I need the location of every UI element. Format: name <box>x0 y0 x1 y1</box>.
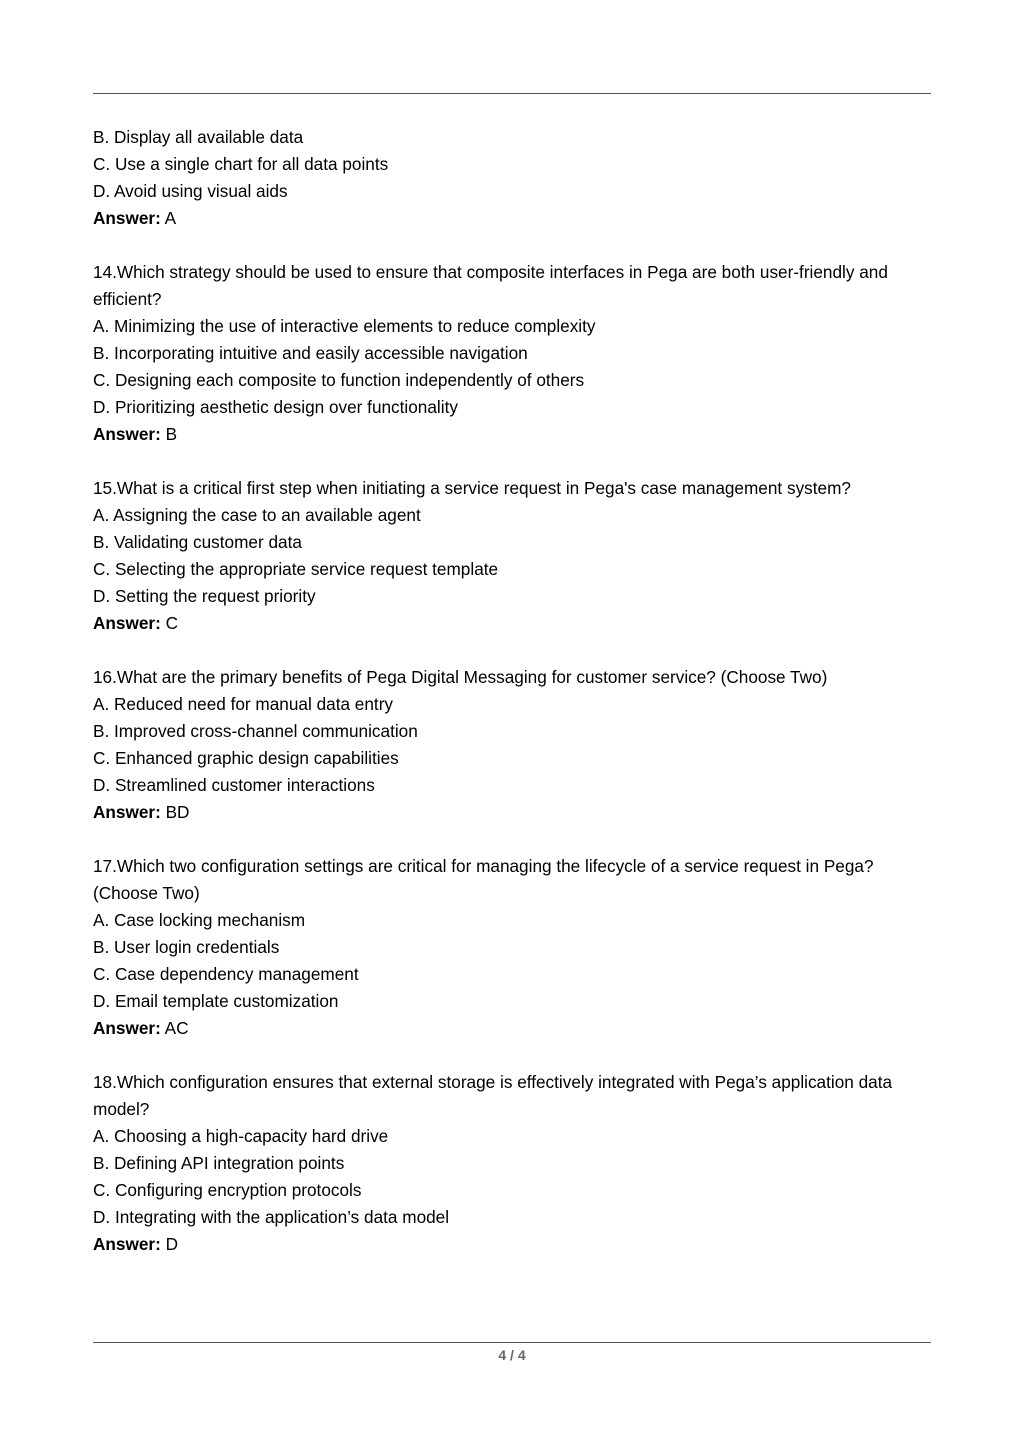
question-block-16 <box>93 664 933 826</box>
answer-value: A <box>160 208 177 228</box>
answer-value: C <box>160 613 178 633</box>
answer-label: Answer: <box>93 802 161 822</box>
spacer <box>93 826 933 853</box>
spacer <box>93 1042 933 1069</box>
option-d: D. Setting the request priority <box>93 586 316 606</box>
option-c: C. Designing each composite to function independently of others <box>93 370 585 390</box>
answer-label: Answer: <box>93 1018 161 1038</box>
option-a: A. Case locking mechanism <box>93 910 306 930</box>
answer-label: Answer: <box>93 1234 161 1254</box>
question-text: 15.What is a critical first step when initiating a service request in Pega's case management system? <box>93 478 851 498</box>
option-c: C. Enhanced graphic design capabilities <box>93 748 399 768</box>
header-divider <box>93 93 931 94</box>
option-b: B. Validating customer data <box>93 532 302 552</box>
question-text: 14.Which strategy should be used to ensure that composite interfaces in Pega are both user-friendly and efficient? <box>93 262 888 309</box>
question-block-13-continued <box>93 124 933 232</box>
question-text: 18.Which configuration ensures that external storage is effectively integrated with Pega’s application data model? <box>93 1072 893 1119</box>
option-d: D. Integrating with the application’s data model <box>93 1207 450 1227</box>
answer-label: Answer: <box>93 208 161 228</box>
answer-value: BD <box>160 802 190 822</box>
answer-value: AC <box>160 1018 189 1038</box>
option-d: D. Prioritizing aesthetic design over functionality <box>93 397 458 417</box>
question-block-17 <box>93 853 933 1042</box>
spacer <box>93 232 933 259</box>
answer-line <box>93 799 933 826</box>
answer-value: D <box>160 1234 178 1254</box>
answer-label: Answer: <box>93 424 161 444</box>
option-b: B. Display all available data <box>93 127 304 147</box>
option-a: A. Choosing a high-capacity hard drive <box>93 1126 389 1146</box>
option-d: D. Streamlined customer interactions <box>93 775 375 795</box>
option-c: C. Case dependency management <box>93 964 359 984</box>
question-text: 16.What are the primary benefits of Pega Digital Messaging for customer service? (Choose Two) <box>93 667 828 687</box>
option-a: A. Reduced need for manual data entry <box>93 694 394 714</box>
spacer <box>93 448 933 475</box>
question-block-15 <box>93 475 933 637</box>
option-a: A. Minimizing the use of interactive elements to reduce complexity <box>93 316 596 336</box>
question-text: 17.Which two configuration settings are critical for managing the lifecycle of a service request in Pega? (Choose Two) <box>93 856 874 903</box>
question-block-14 <box>93 259 933 448</box>
answer-label: Answer: <box>93 613 161 633</box>
option-c: C. Selecting the appropriate service request template <box>93 559 499 579</box>
answer-line <box>93 205 933 232</box>
option-b: B. Defining API integration points <box>93 1153 345 1173</box>
question-block-18 <box>93 1069 933 1258</box>
document-body <box>93 124 933 1258</box>
option-b: B. Improved cross-channel communication <box>93 721 418 741</box>
option-b: B. Incorporating intuitive and easily accessible navigation <box>93 343 528 363</box>
option-d: D. Avoid using visual aids <box>93 181 288 201</box>
option-a: A. Assigning the case to an available agent <box>93 505 421 525</box>
option-d: D. Email template customization <box>93 991 339 1011</box>
footer-divider <box>93 1342 931 1343</box>
option-c: C. Use a single chart for all data points <box>93 154 389 174</box>
answer-line <box>93 1231 933 1258</box>
answer-value: B <box>160 424 178 444</box>
answer-line <box>93 1015 933 1042</box>
answer-line <box>93 610 933 637</box>
option-c: C. Configuring encryption protocols <box>93 1180 362 1200</box>
answer-line <box>93 421 933 448</box>
option-b: B. User login credentials <box>93 937 280 957</box>
page-number: 4 / 4 <box>498 1347 526 1363</box>
spacer <box>93 637 933 664</box>
